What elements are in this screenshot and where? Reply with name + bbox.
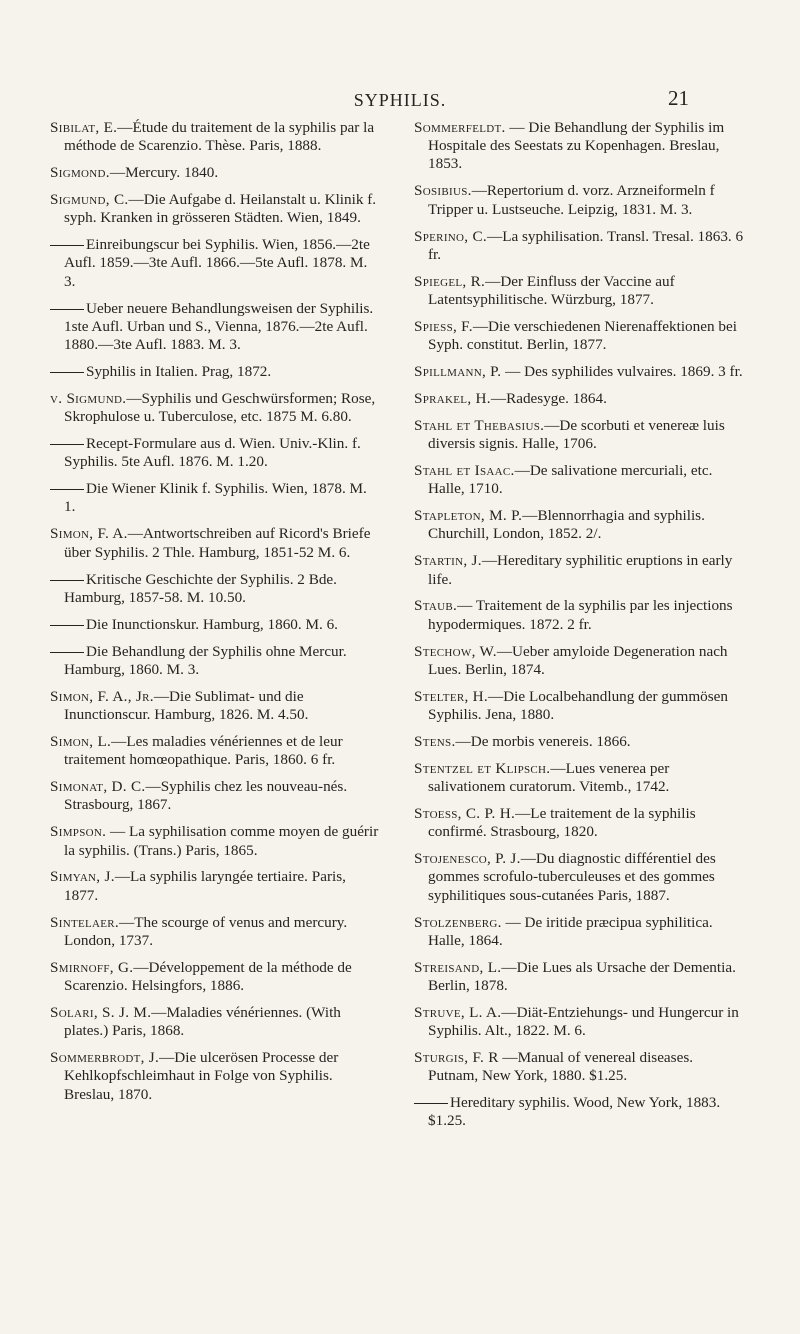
bibliography-entry (414, 760, 744, 796)
entry-text: —Lues venerea per salivationem curatorum. Vitemb., 1742. (428, 759, 670, 796)
bibliography-entry (414, 914, 744, 950)
bibliography-entry (414, 959, 744, 995)
entry-author: Sintelaer. (50, 913, 120, 931)
entry-author: Spiegel, R. (414, 272, 486, 290)
entry-author: Stolzenberg. (414, 913, 502, 931)
repeat-author-dash (50, 580, 84, 581)
repeat-author-dash (50, 652, 84, 653)
repeat-author-dash (50, 625, 84, 626)
entry-text: —Die Lues als Ursache der Dementia. Berlin, 1878. (428, 958, 736, 994)
page-number: 21 (668, 86, 689, 110)
entry-author: Sosibius. (414, 182, 472, 200)
bibliography-entry (50, 1049, 380, 1104)
running-title: SYPHILIS. (353, 90, 447, 110)
entry-text: —Blennorrhagia and syphilis. Churchill, London, 1852. 2/. (428, 507, 705, 543)
entry-author: Sprakel, H. (414, 389, 491, 407)
bibliography-entry (414, 733, 744, 751)
bibliography-entry (50, 571, 380, 607)
entry-author: Simpson. (50, 823, 107, 841)
entry-text: —Die Localbehandlung der gummösen Syphilis. Jena, 1880. (428, 687, 729, 724)
entry-author: Sigmond. (50, 164, 110, 182)
entry-author: Simonat, D. C. (50, 778, 146, 796)
bibliography-entry (414, 688, 744, 724)
bibliography-entry (414, 552, 744, 588)
bibliography-entry (50, 480, 380, 516)
entry-text: —Die Aufgabe d. Heilanstalt u. Klinik f. syph. Kranken in grösseren Städten. Wien, 1849. (64, 191, 377, 227)
bibliography-entry (50, 959, 380, 995)
entry-author: Sommerbrodt, J. (50, 1049, 160, 1067)
repeat-author-dash (50, 489, 84, 490)
entry-text: — Traitement de la syphilis par les injections hypodermiques. 1872. 2 fr. (428, 597, 733, 633)
entry-author: Simyan, J. (50, 868, 115, 886)
bibliography-entry (414, 417, 744, 453)
repeat-author-dash (414, 1103, 448, 1104)
entry-author: Spillmann, P. (414, 363, 502, 381)
bibliography-entry (50, 390, 380, 426)
entry-author: Struve, L. A. (414, 1003, 502, 1021)
bibliography-entry (414, 390, 744, 408)
entry-text: Syphilis in Italien. Prag, 1872. (86, 363, 272, 381)
repeat-author-dash (50, 309, 84, 310)
entry-text: —Mercury. 1840. (109, 164, 219, 182)
entry-author: Smirnoff, G. (50, 958, 134, 976)
entry-text: —La syphilisation. Transl. Tresal. 1863. 6 fr. (428, 227, 744, 263)
entry-text: Die Behandlung der Syphilis ohne Mercur. Hamburg, 1860. M. 3. (64, 642, 347, 678)
bibliography-entry (50, 236, 380, 291)
entry-author: Solari, S. J. M. (50, 1003, 152, 1021)
entry-author: Stens. (414, 732, 456, 750)
bibliography-entry (50, 435, 380, 471)
entry-text: —Les maladies vénériennes et de leur traitement homœopathique. Paris, 1860. 6 fr. (64, 732, 343, 769)
entry-author: Sommerfeldt. (414, 119, 506, 136)
repeat-author-dash (50, 444, 84, 445)
entry-author: Stahl et Thebasius. (414, 416, 545, 434)
entry-author: Sibilat, E. (50, 119, 118, 136)
entry-text: —De morbis venereis. 1866. (455, 732, 631, 750)
bibliography-entry (50, 616, 380, 634)
entry-text: —La syphilis laryngée tertiaire. Paris, 1877. (64, 868, 346, 904)
entry-author: Simon, F. A. (50, 525, 128, 543)
bibliography-entry (50, 525, 380, 561)
entry-text: — Des syphilides vulvaires. 1869. 3 fr. (501, 363, 743, 381)
entry-text: —The scourge of venus and mercury. London, 1737. (64, 913, 348, 949)
bibliography-entry (414, 462, 744, 498)
entry-author: Startin, J. (414, 552, 482, 570)
entry-author: Spiess, F. (414, 317, 473, 335)
repeat-author-dash (50, 245, 84, 246)
entry-author: Stojenesco, P. J. (414, 850, 521, 868)
bibliography-entry (50, 643, 380, 679)
bibliography-entry (414, 805, 744, 841)
entry-author: Sturgis, F. R (414, 1049, 499, 1067)
bibliography-entry (50, 868, 380, 904)
repeat-author-dash (50, 372, 84, 373)
entry-text: Recept-Formulare aus d. Wien. Univ.-Klin. f. Syphilis. 5te Aufl. 1876. M. 1.20. (64, 435, 361, 471)
entry-author: Stoess, C. P. H. (414, 805, 516, 823)
entry-text: —Die Sublimat- und die Inunctionscur. Hamburg, 1826. M. 4.50. (64, 687, 309, 724)
entry-text: —Die ulcerösen Processe der Kehlkopfschleimhaut in Folge von Syphilis. Breslau, 1870. (64, 1049, 339, 1103)
left-column (50, 119, 380, 1112)
bibliography-entry (414, 119, 744, 174)
entry-text: —De salivatione mercuriali, etc. Halle, 1710. (428, 462, 713, 498)
bibliography-entry (50, 363, 380, 381)
entry-author: Sperino, C. (414, 227, 487, 245)
bibliography-entry (414, 318, 744, 354)
bibliography-entry (414, 273, 744, 309)
entry-text: — Die Behandlung der Syphilis im Hospitale des Seestats zu Kopenhagen. Breslau, 1853. (428, 119, 725, 173)
entry-author: Simon, L. (50, 732, 112, 750)
bibliography-entry (50, 914, 380, 950)
entry-text: Ueber neuere Behandlungsweisen der Syphilis. 1ste Aufl. Urban und S., Vienna, 1876.—2te Aufl. 1880.—3te Aufl. 1883. M. 3. (64, 299, 374, 354)
bibliography-entry (414, 1094, 744, 1130)
entry-text: —Ueber amyloide Degeneration nach Lues. Berlin, 1874. (428, 642, 728, 678)
entry-text: —Radesyge. 1864. (490, 389, 607, 407)
bibliography-entry (414, 507, 744, 543)
entry-text: —Manual of venereal diseases. Putnam, New York, 1880. $1.25. (428, 1049, 694, 1085)
entry-text: — De iritide præcipua syphilitica. Halle, 1864. (428, 913, 713, 949)
entry-author: Stahl et Isaac. (414, 462, 515, 480)
entry-author: Stapleton, M. P. (414, 507, 523, 525)
entry-text: —Repertorium d. vorz. Arzneiformeln f Tripper u. Lustseuche. Leipzig, 1831. M. 3. (428, 182, 715, 218)
bibliography-entry (50, 119, 380, 155)
entry-text: Einreibungscur bei Syphilis. Wien, 1856.—2te Aufl. 1859.—3te Aufl. 1866.—5te Aufl. 1878. M. 3. (64, 236, 370, 290)
bibliography-entry (414, 643, 744, 679)
bibliography-entry (414, 1004, 744, 1040)
entry-text: —Maladies vénériennes. (With plates.) Paris, 1868. (64, 1003, 341, 1040)
entry-text: —Syphilis und Geschwürsformen; Rose, Skrophulose u. Tuberculose, etc. 1875 M. 6.80. (64, 389, 376, 426)
entry-author: Streisand, L. (414, 958, 502, 976)
bibliography-entry (50, 191, 380, 227)
bibliography-entry (414, 597, 744, 633)
entry-author: Simon, F. A., Jr. (50, 687, 154, 705)
entry-text: —Développement de la méthode de Scarenzio. Helsingfors, 1886. (64, 958, 352, 994)
bibliography-entry (414, 363, 744, 381)
bibliography-entry (50, 733, 380, 769)
entry-text: —Diät-Entziehungs- und Hungercur in Syphilis. Alt., 1822. M. 6. (428, 1003, 739, 1040)
entry-text: —Die verschiedenen Nierenaffektionen bei Syph. constitut. Berlin, 1877. (428, 317, 737, 354)
bibliography-entry (414, 182, 744, 218)
entry-author: Stelter, H. (414, 687, 489, 705)
entry-text: Kritische Geschichte der Syphilis. 2 Bde. Hamburg, 1857-58. M. 10.50. (64, 570, 337, 606)
entry-text: —Syphilis chez les nouveau-nés. Strasbourg, 1867. (64, 778, 348, 814)
bibliography-entry (414, 228, 744, 264)
bibliography-entry (50, 688, 380, 724)
entry-text: — La syphilisation comme moyen de guérir la syphilis. (Trans.) Paris, 1865. (64, 823, 379, 859)
bibliography-entry (414, 850, 744, 905)
entry-text: —Du diagnostic différentiel des gommes scrofulo-tuberculeuses et des gommes syphilitiques sous-cutanées Paris, 1887. (428, 850, 716, 904)
entry-author: Sigmund, C. (50, 191, 129, 209)
entry-author: Staub. (414, 597, 458, 615)
bibliography-entry (50, 164, 380, 182)
bibliography-entry (50, 1004, 380, 1040)
entry-author: Stentzel et Klipsch. (414, 759, 551, 777)
entry-text: —Étude du traitement de la syphilis par la méthode de Scarenzio. Thèse. Paris, 1888. (64, 119, 375, 155)
entry-text: Die Inunctionskur. Hamburg, 1860. M. 6. (86, 615, 338, 633)
entry-text: Hereditary syphilis. Wood, New York, 1883. $1.25. (428, 1094, 721, 1130)
entry-text: —Der Einfluss der Vaccine auf Latentsyphilitische. Würzburg, 1877. (428, 272, 675, 308)
entry-text: —Antwortschreiben auf Ricord's Briefe über Syphilis. 2 Thle. Hamburg, 1851-52 M. 6. (64, 525, 371, 561)
entry-text: —Hereditary syphilitic eruptions in early life. (428, 552, 733, 588)
bibliography-entry (50, 778, 380, 814)
entry-text: —De scorbuti et venereæ luis diversis signis. Halle, 1706. (428, 416, 725, 453)
bibliography-entry (50, 823, 380, 859)
right-column (414, 119, 744, 1139)
entry-author: Stechow, W. (414, 642, 497, 660)
entry-text: —Le traitement de la syphilis confirmé. Strasbourg, 1820. (428, 805, 696, 841)
entry-author: v. Sigmund. (50, 389, 127, 407)
bibliography-entry (414, 1049, 744, 1085)
bibliography-entry (50, 300, 380, 355)
entry-text: Die Wiener Klinik f. Syphilis. Wien, 1878. M. 1. (64, 480, 367, 516)
